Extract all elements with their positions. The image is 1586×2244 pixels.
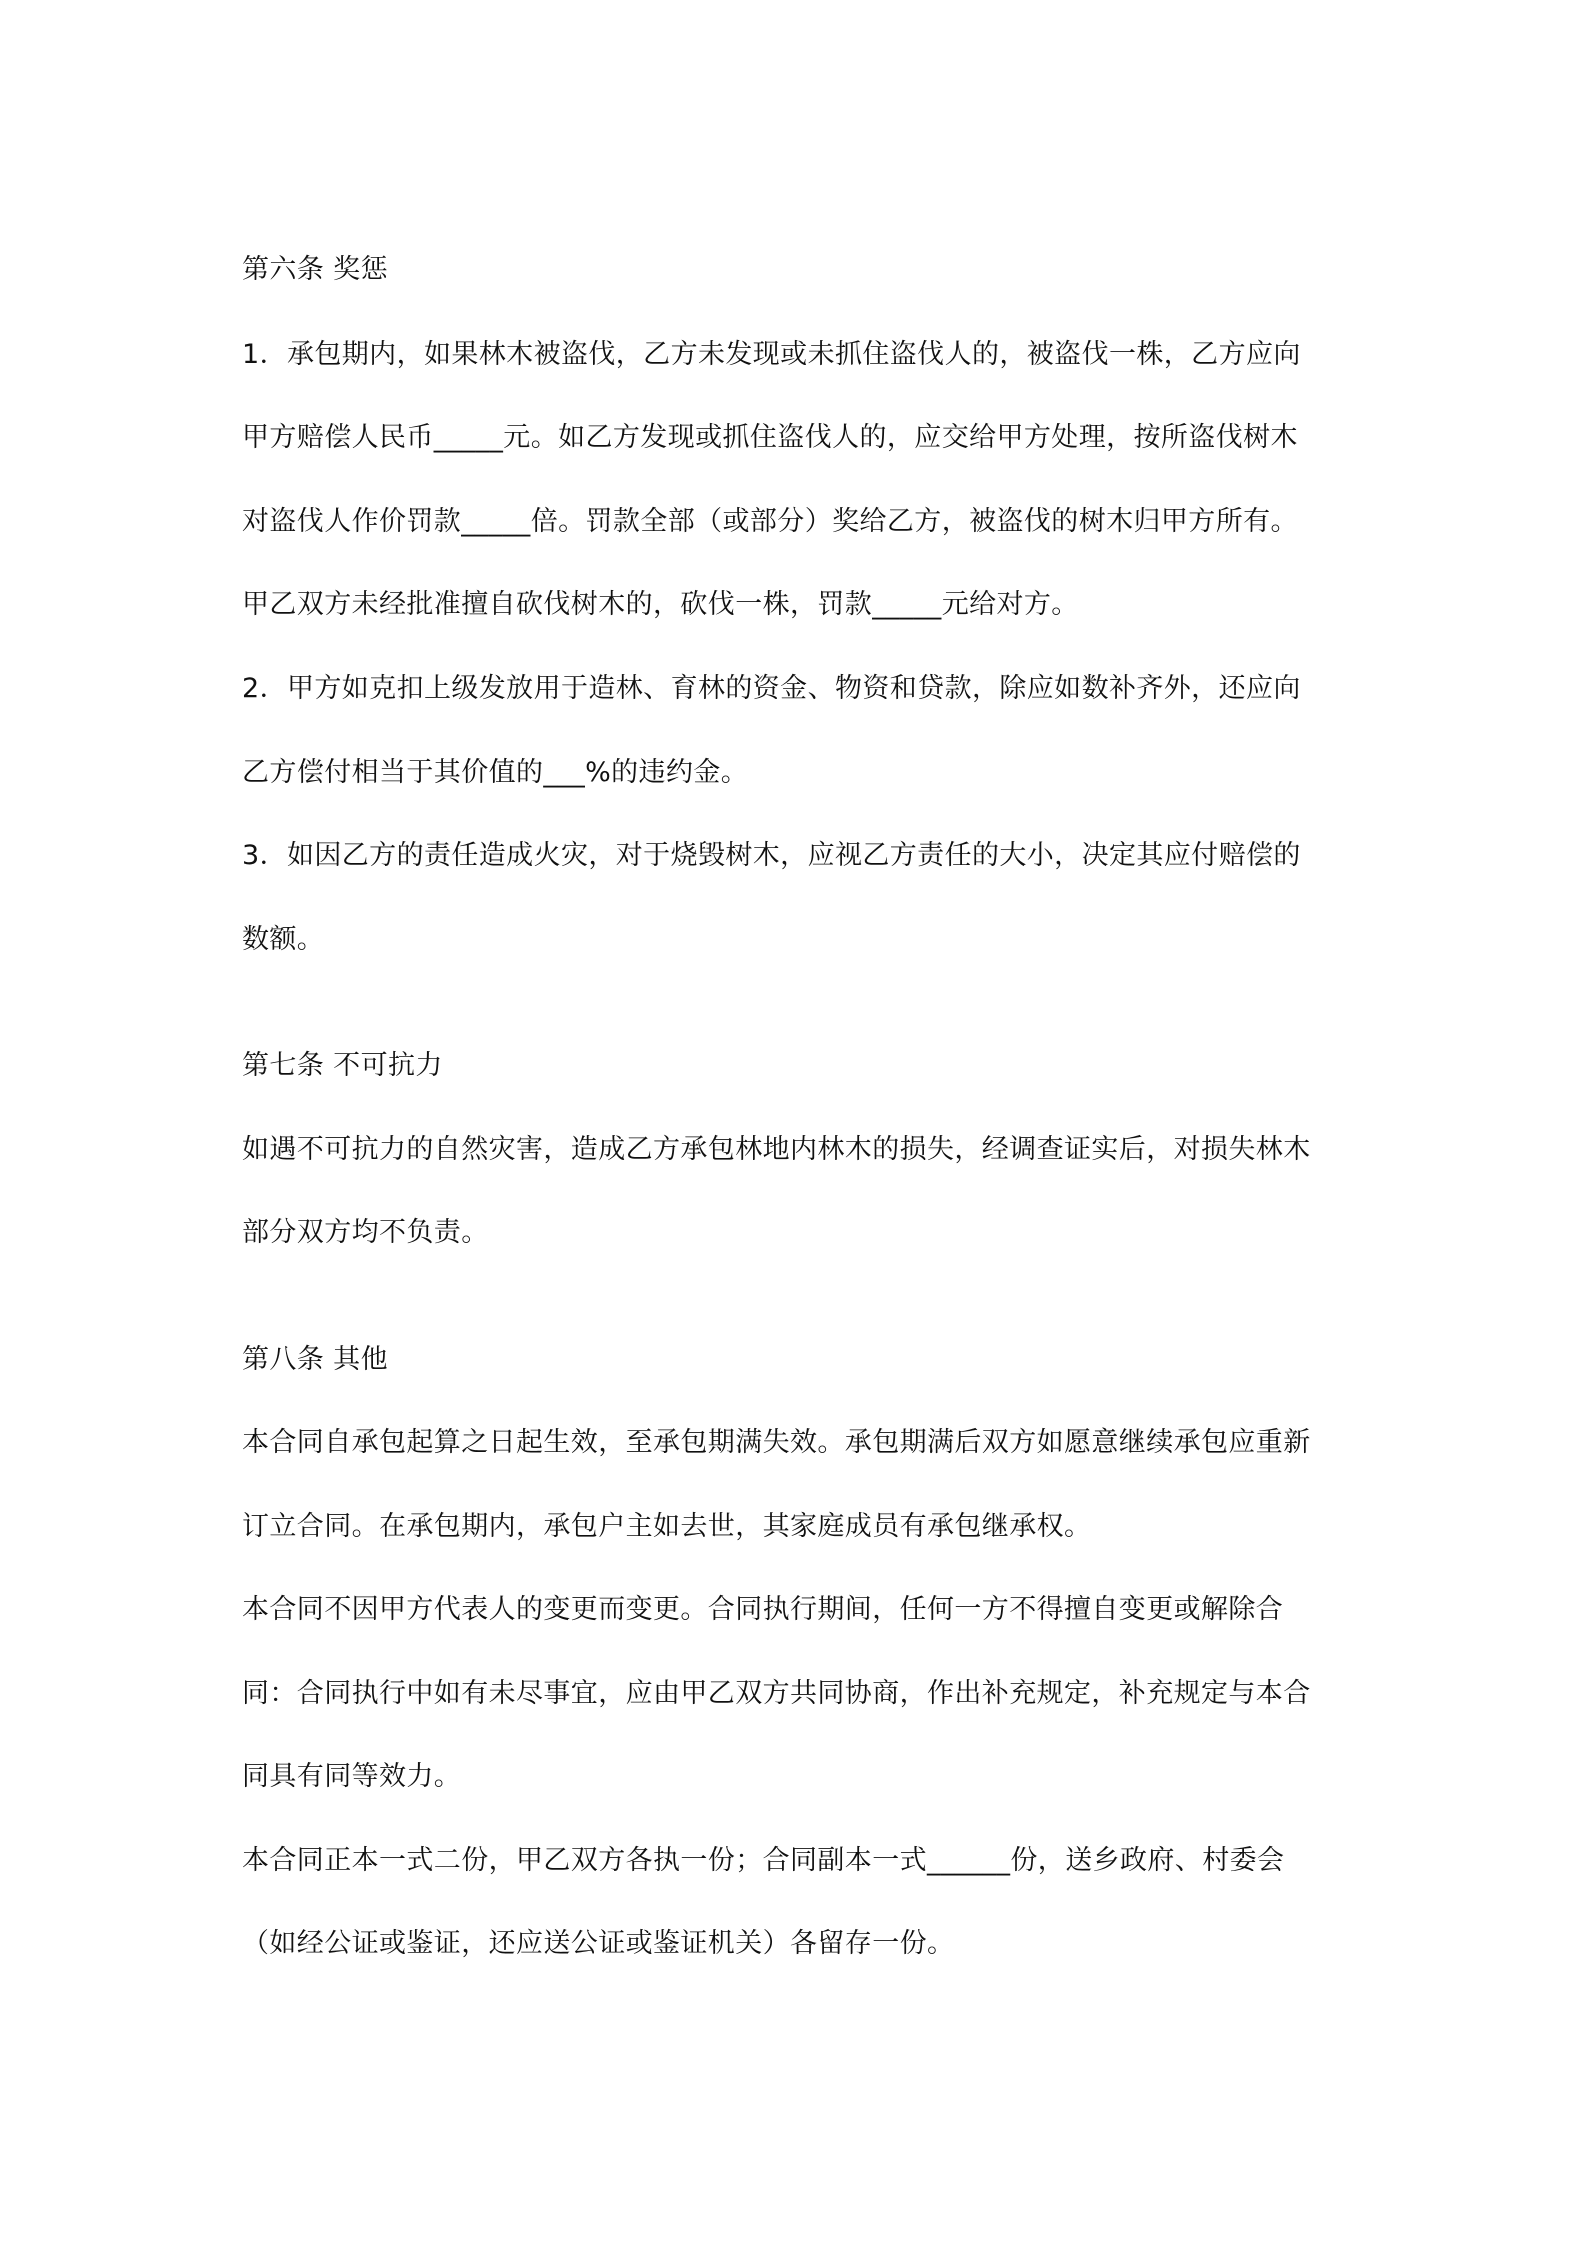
section-7-line-1: 如遇不可抗力的自然灾害，造成乙方承包林地内林木的损失，经调查证实后，对损失林木 bbox=[242, 1134, 1311, 1165]
section-8-heading: 第八条 其他 bbox=[242, 1344, 388, 1375]
section-6-line-1: 1．承包期内，如果林木被盗伐，乙方未发现或未抓住盗伐人的，被盗伐一株，乙方应向 bbox=[242, 339, 1301, 370]
section-6-line-5: 2．甲方如克扣上级发放用于造林、育林的资金、物资和贷款，除应如数补齐外，还应向 bbox=[242, 673, 1301, 704]
section-7-heading: 第七条 不可抗力 bbox=[242, 1050, 443, 1081]
section-8-line-2: 订立合同。在承包期内，承包户主如去世，其家庭成员有承包继承权。 bbox=[242, 1511, 1092, 1542]
section-6-heading: 第六条 奖惩 bbox=[242, 254, 388, 285]
section-8-line-6: 本合同正本一式二份，甲乙双方各执一份；合同副本一式______份，送乡政府、村委会 bbox=[242, 1845, 1285, 1876]
section-6-line-2: 甲方赔偿人民币_____元。如乙方发现或抓住盗伐人的，应交给甲方处理，按所盗伐树木 bbox=[242, 422, 1298, 453]
section-8-line-7: （如经公证或鉴证，还应送公证或鉴证机关）各留存一份。 bbox=[242, 1928, 955, 1959]
section-8-line-4: 同：合同执行中如有未尽事宜，应由甲乙双方共同协商，作出补充规定，补充规定与本合 bbox=[242, 1678, 1311, 1709]
section-6-line-7: 3．如因乙方的责任造成火灾，对于烧毁树木，应视乙方责任的大小，决定其应付赔偿的 bbox=[242, 840, 1301, 871]
section-6-line-6: 乙方偿付相当于其价值的___%的违约金。 bbox=[242, 757, 749, 788]
section-8-line-1: 本合同自承包起算之日起生效，至承包期满失效。承包期满后双方如愿意继续承包应重新 bbox=[242, 1427, 1311, 1458]
section-8-line-3: 本合同不因甲方代表人的变更而变更。合同执行期间，任何一方不得擅自变更或解除合 bbox=[242, 1594, 1284, 1625]
section-7-line-2: 部分双方均不负责。 bbox=[242, 1217, 489, 1248]
section-8-line-5: 同具有同等效力。 bbox=[242, 1761, 462, 1792]
section-6-line-4: 甲乙双方未经批准擅自砍伐树木的，砍伐一株，罚款_____元给对方。 bbox=[242, 589, 1079, 620]
section-6-line-8: 数额。 bbox=[242, 924, 325, 955]
section-6-line-3: 对盗伐人作价罚款_____倍。罚款全部（或部分）奖给乙方，被盗伐的树木归甲方所有。 bbox=[242, 506, 1298, 537]
